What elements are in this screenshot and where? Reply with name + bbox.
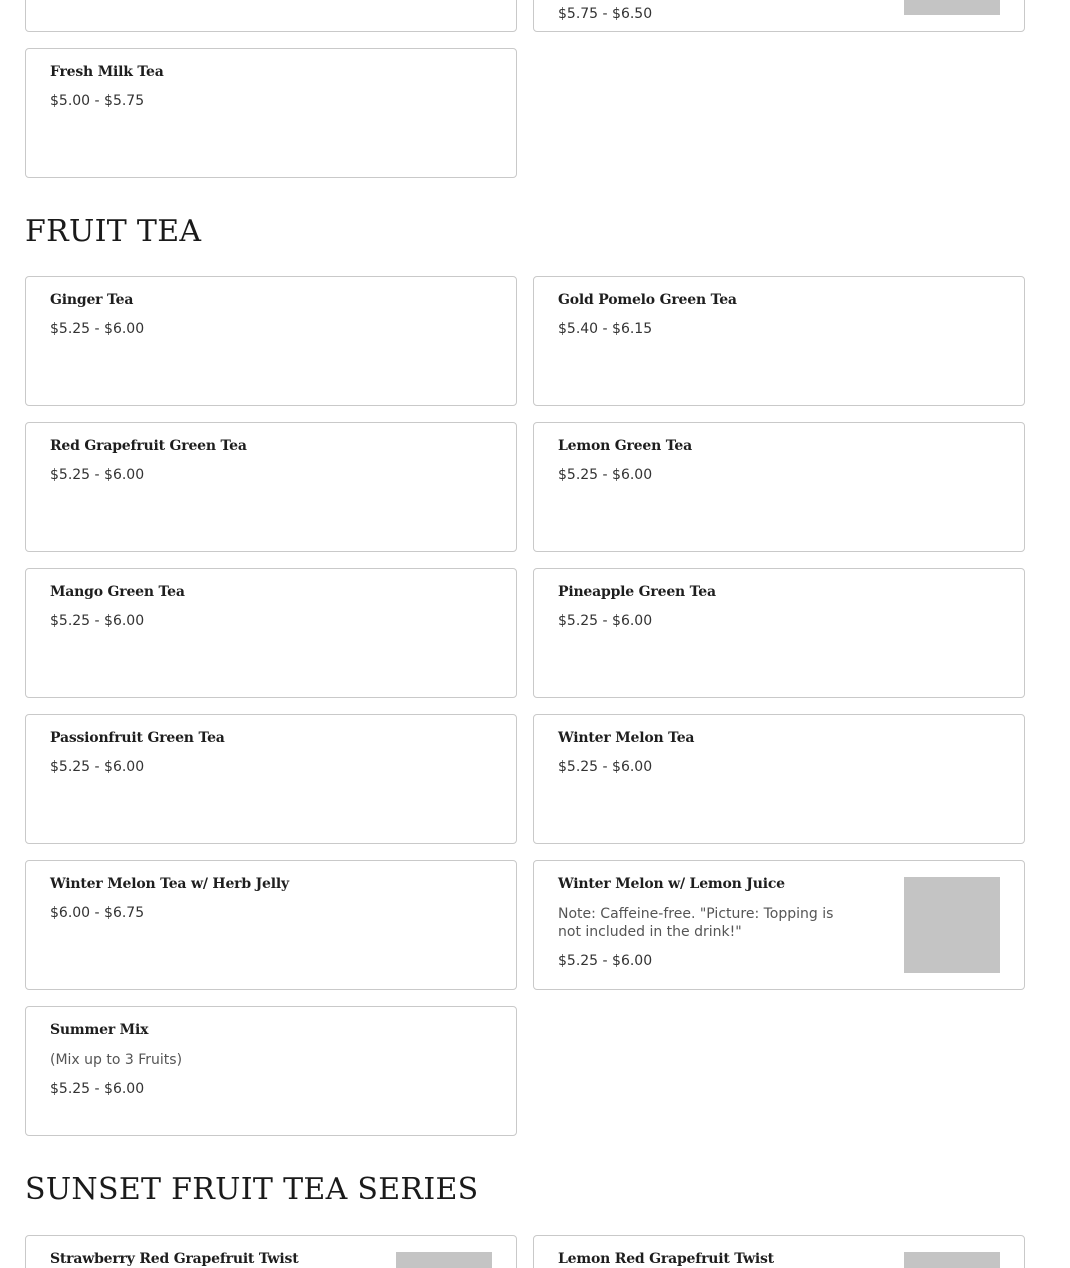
- section-title-fruit-tea: FRUIT TEA: [25, 214, 202, 249]
- menu-item-card-partial[interactable]: [25, 0, 517, 32]
- menu-item-card-partial[interactable]: [533, 0, 1025, 32]
- item-name: Winter Melon Tea w/ Herb Jelly: [50, 876, 289, 892]
- item-name: Mango Green Tea: [50, 584, 185, 600]
- item-image: [904, 0, 1000, 15]
- item-name: Lemon Red Grapefruit Twist: [558, 1251, 774, 1267]
- menu-item-mango-green-tea[interactable]: [25, 568, 517, 698]
- item-price: $5.25 - $6.00: [50, 1081, 145, 1097]
- menu-item-gold-pomelo-green-tea[interactable]: [533, 276, 1025, 406]
- item-price: $6.00 - $6.75: [50, 905, 145, 921]
- item-price: $5.25 - $6.00: [558, 613, 653, 629]
- item-name: Winter Melon w/ Lemon Juice: [558, 876, 785, 892]
- item-price: $5.25 - $6.00: [50, 759, 145, 775]
- item-name: Ginger Tea: [50, 292, 134, 308]
- menu-item-ginger-tea[interactable]: [25, 276, 517, 406]
- item-name: Lemon Green Tea: [558, 438, 692, 454]
- item-image: [396, 1252, 492, 1268]
- menu-item-passionfruit-green-tea[interactable]: [25, 714, 517, 844]
- item-price: $5.25 - $6.00: [558, 953, 653, 969]
- menu-item-winter-melon-tea[interactable]: [533, 714, 1025, 844]
- menu-item-pineapple-green-tea[interactable]: [533, 568, 1025, 698]
- item-price: $5.25 - $6.00: [50, 321, 145, 337]
- item-price: $5.25 - $6.00: [50, 467, 145, 483]
- menu-item-summer-mix[interactable]: [25, 1006, 517, 1136]
- menu-item-lemon-red-grapefruit-twist[interactable]: [533, 1235, 1025, 1268]
- item-price: $5.00 - $5.75: [50, 93, 145, 109]
- menu-item-winter-melon-tea-herb-jelly[interactable]: [25, 860, 517, 990]
- menu-item-red-grapefruit-green-tea[interactable]: [25, 422, 517, 552]
- menu-item-winter-melon-lemon-juice[interactable]: [533, 860, 1025, 990]
- item-price: $5.25 - $6.00: [558, 467, 653, 483]
- item-name: Strawberry Red Grapefruit Twist: [50, 1251, 299, 1267]
- item-price: $5.25 - $6.00: [558, 759, 653, 775]
- item-description: (Mix up to 3 Fruits): [50, 1052, 183, 1068]
- item-name: Winter Melon Tea: [558, 730, 695, 746]
- item-name: Passionfruit Green Tea: [50, 730, 225, 746]
- item-name: Pineapple Green Tea: [558, 584, 716, 600]
- item-price: $5.40 - $6.15: [558, 321, 653, 337]
- item-name: Summer Mix: [50, 1022, 149, 1038]
- item-name: Fresh Milk Tea: [50, 64, 164, 80]
- menu-item-strawberry-red-grapefruit-twist[interactable]: [25, 1235, 517, 1268]
- item-price: $5.75 - $6.50: [558, 6, 653, 22]
- item-description: Note: Caffeine-free. "Picture: Topping is not included in the drink!": [558, 906, 834, 940]
- item-price: $5.25 - $6.00: [50, 613, 145, 629]
- item-name: Gold Pomelo Green Tea: [558, 292, 737, 308]
- item-name: Red Grapefruit Green Tea: [50, 438, 247, 454]
- section-title-sunset-fruit-tea-series: SUNSET FRUIT TEA SERIES: [25, 1172, 479, 1207]
- item-image: [904, 1252, 1000, 1268]
- menu-item-lemon-green-tea[interactable]: [533, 422, 1025, 552]
- menu-item-fresh-milk-tea[interactable]: [25, 48, 517, 178]
- item-image: [904, 877, 1000, 973]
